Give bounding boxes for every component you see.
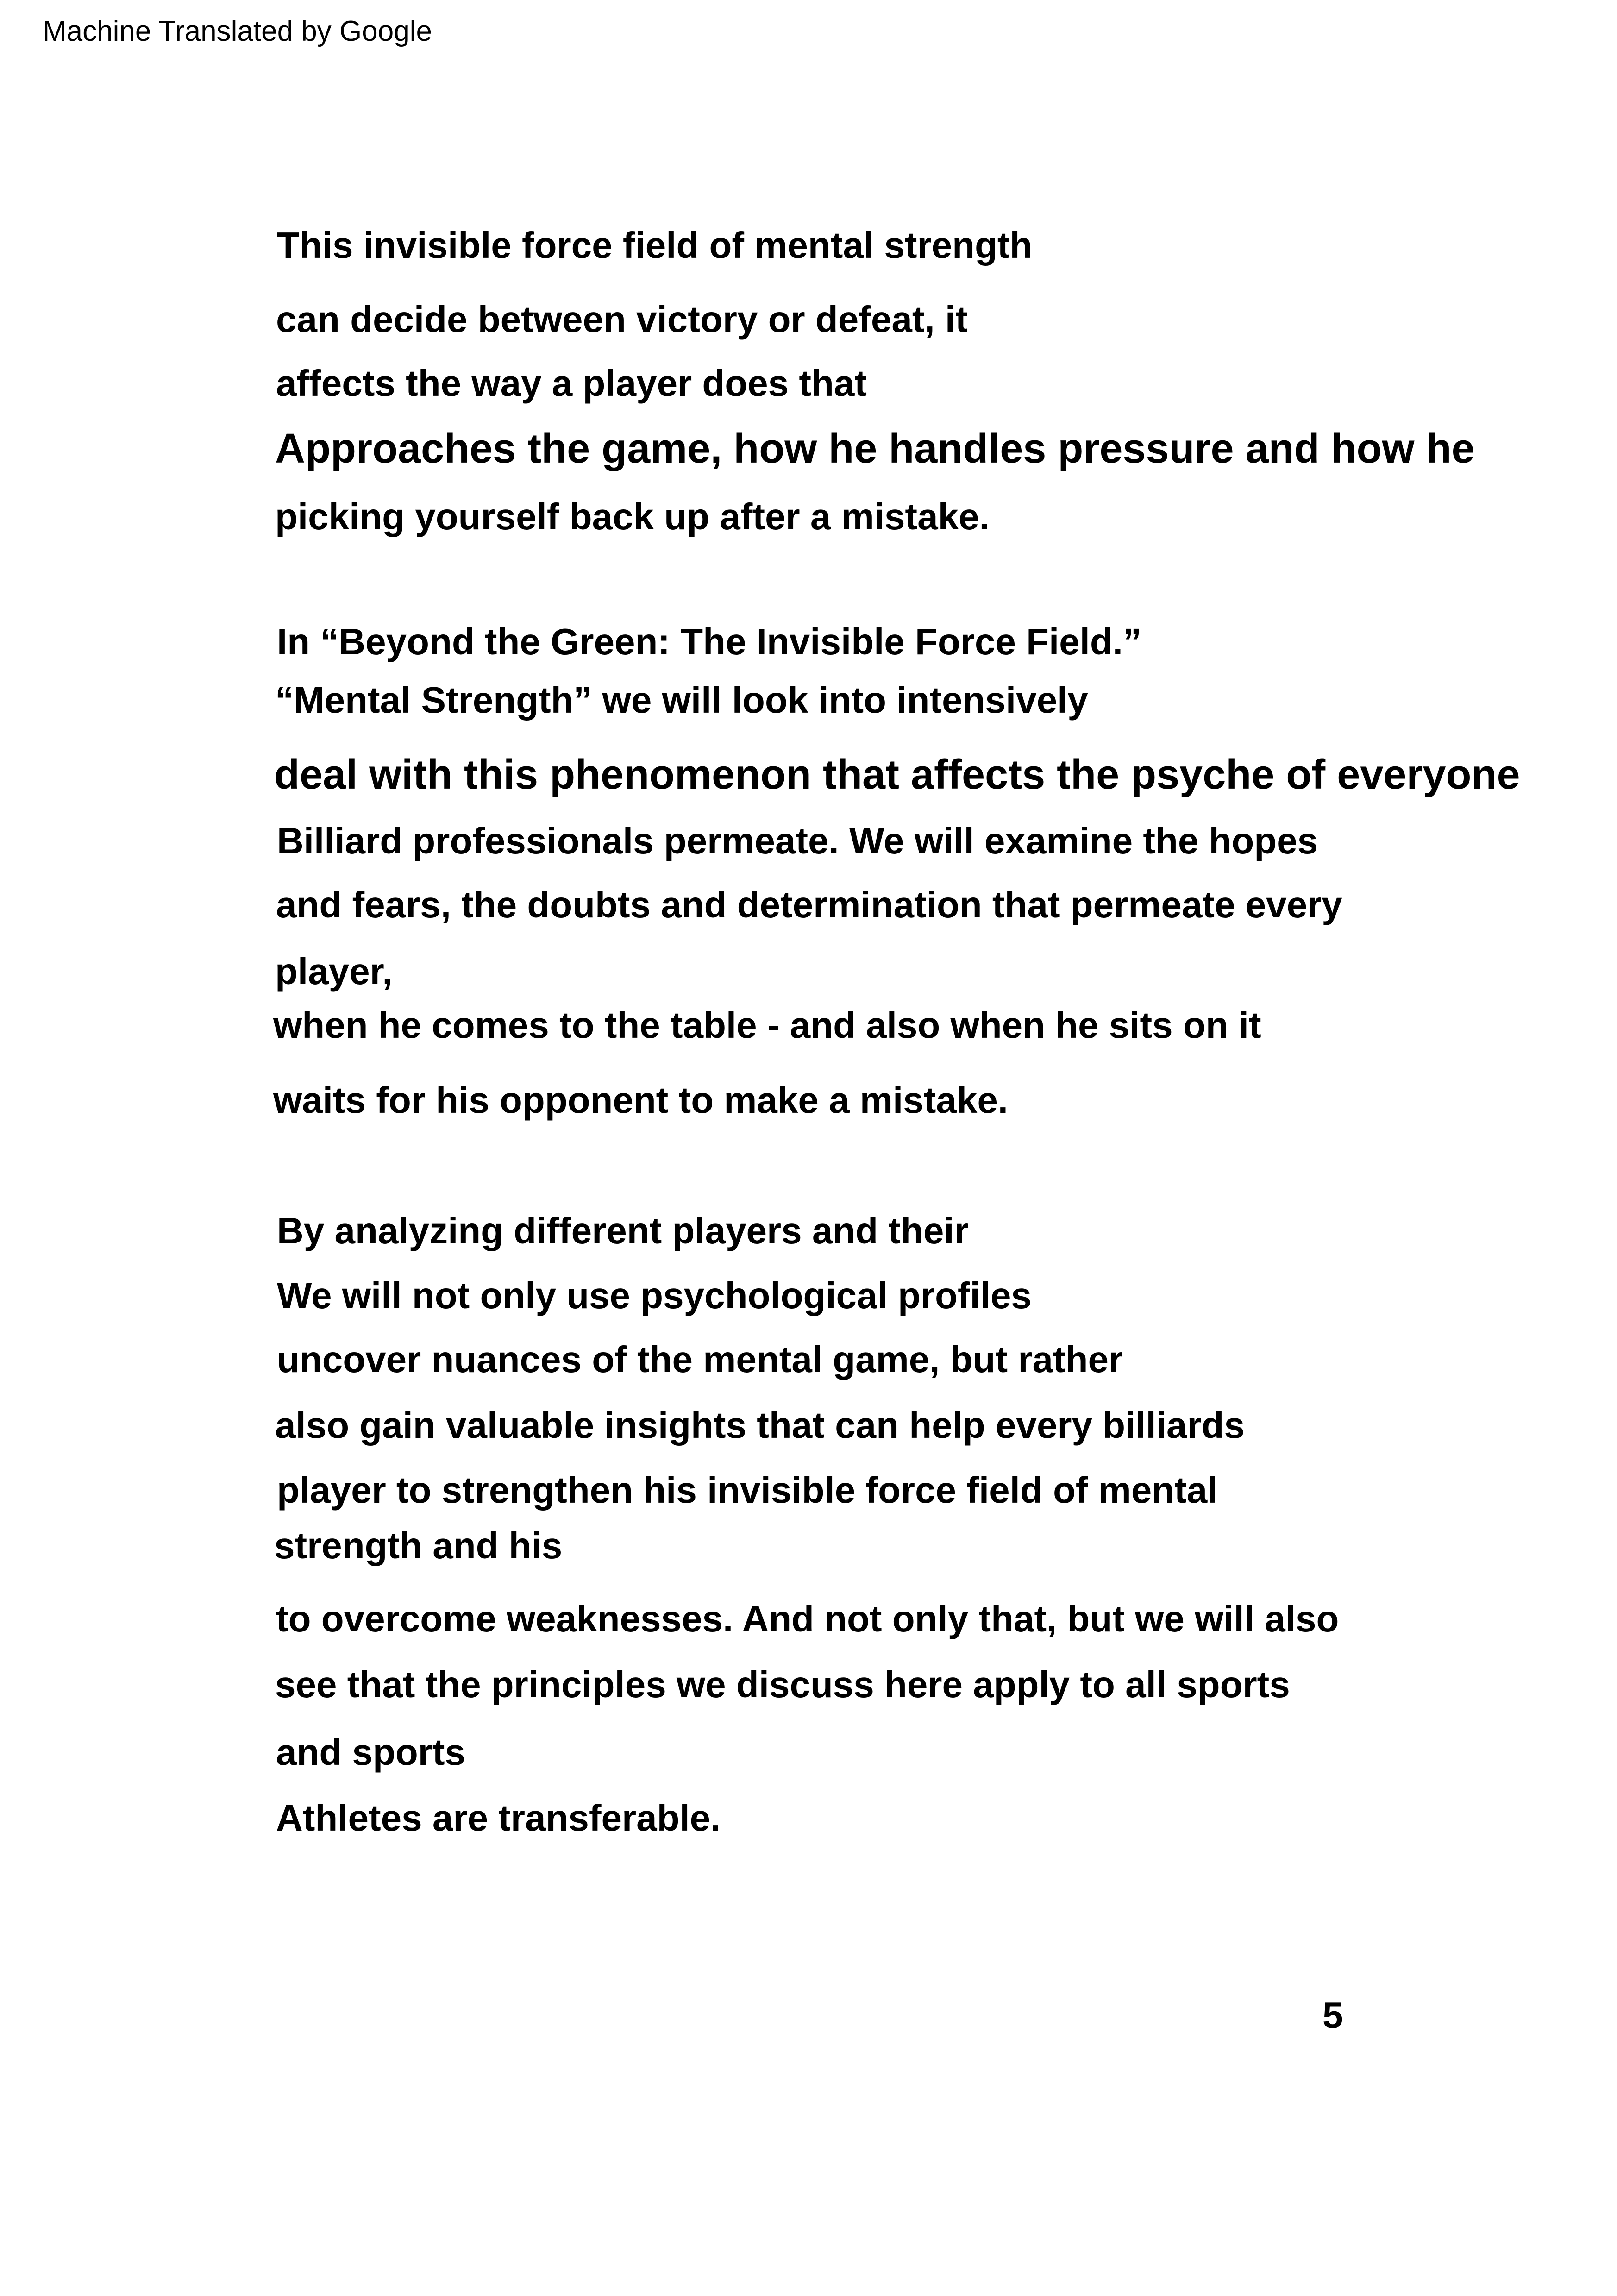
text-line: “Mental Strength” we will look into intensively: [275, 679, 1088, 721]
text-line: can decide between victory or defeat, it: [276, 299, 968, 340]
text-line: This invisible force field of mental strength: [277, 225, 1033, 266]
text-line: to overcome weaknesses. And not only that, but we will also: [276, 1598, 1339, 1639]
text-line: strength and his: [274, 1525, 563, 1566]
text-line: also gain valuable insights that can help every billiards: [275, 1405, 1245, 1446]
text-line: By analyzing different players and their: [277, 1210, 969, 1251]
page-number: 5: [1322, 1995, 1343, 2036]
text-line: Athletes are transferable.: [276, 1797, 721, 1838]
text-line: see that the principles we discuss here apply to all sports: [275, 1664, 1290, 1705]
text-line: player,: [275, 951, 393, 992]
text-line: when he comes to the table - and also when he sits on it: [273, 1004, 1261, 1046]
text-line: We will not only use psychological profiles: [277, 1275, 1032, 1316]
text-line: player to strengthen his invisible force field of mental: [277, 1469, 1218, 1511]
text-line: affects the way a player does that: [276, 363, 867, 404]
text-line: and fears, the doubts and determination that permeate every: [276, 884, 1342, 925]
text-line: picking yourself back up after a mistake.: [275, 496, 990, 537]
machine-translation-header: Machine Translated by Google: [43, 15, 432, 47]
text-line: In “Beyond the Green: The Invisible Force Field.”: [277, 621, 1141, 662]
text-line: Approaches the game, how he handles pressure and how he: [275, 426, 1475, 472]
text-line: uncover nuances of the mental game, but rather: [277, 1339, 1123, 1380]
text-line: deal with this phenomenon that affects the psyche of everyone: [274, 752, 1520, 798]
text-line: waits for his opponent to make a mistake.: [273, 1079, 1009, 1121]
text-line: Billiard professionals permeate. We will examine the hopes: [277, 820, 1318, 861]
text-line: and sports: [276, 1731, 465, 1773]
